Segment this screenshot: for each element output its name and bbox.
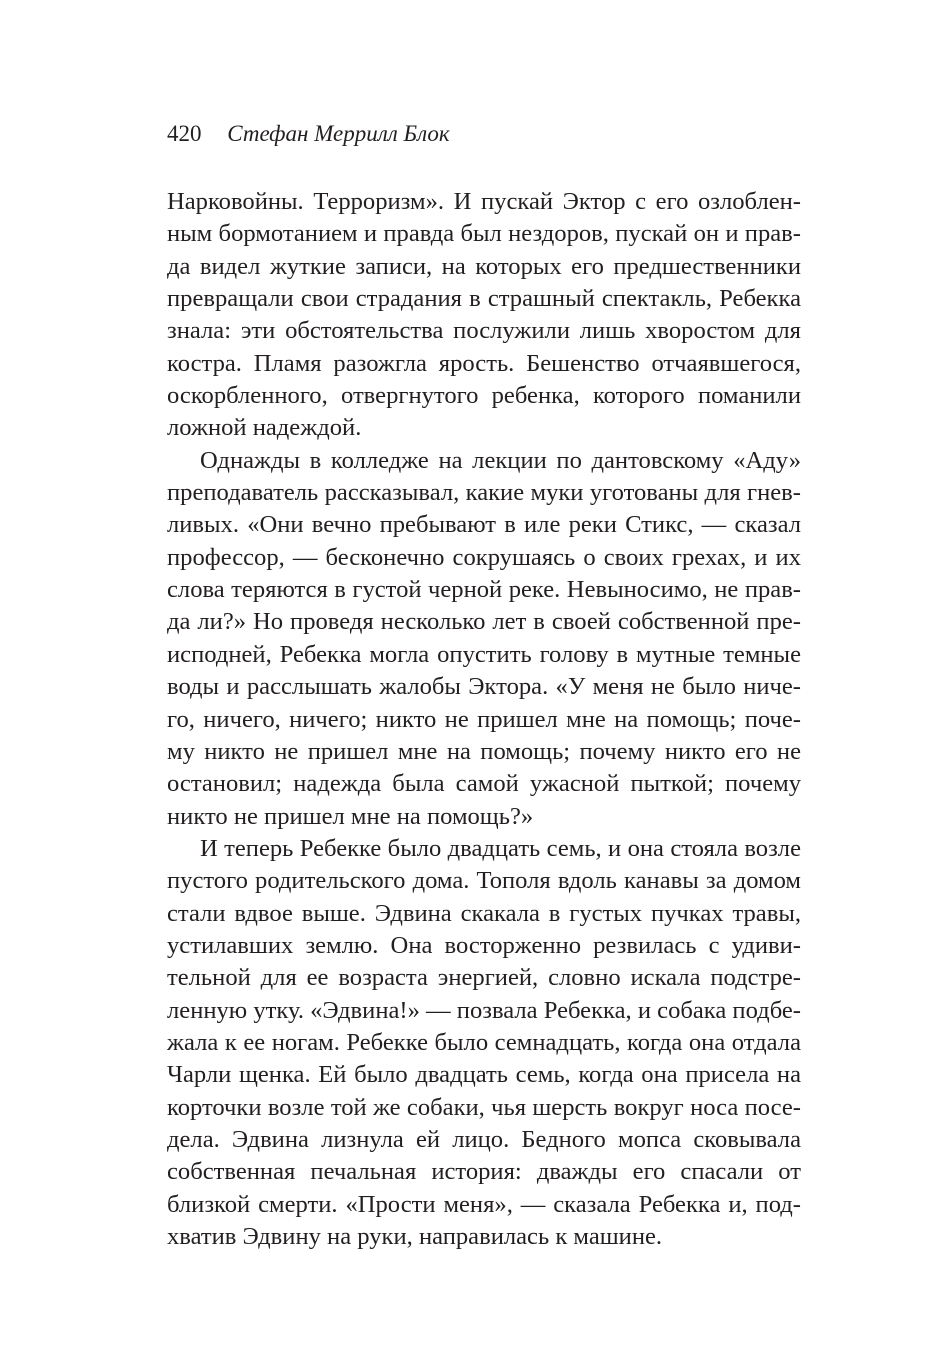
text-line: слова теряются в густой черной реке. Невыносимо, не прав-: [167, 576, 801, 604]
text-line: ленную утку. «Эдвина!» — позвала Ребекка, и собака подбе-: [167, 996, 801, 1024]
text-line: никто не пришел мне на помощь?»: [167, 802, 534, 830]
text-line: да видел жуткие записи, на которых его предшественники: [167, 252, 801, 280]
text-line: преподаватель рассказывал, какие муки уготованы для гнев-: [167, 479, 801, 507]
text-line: ливых. «Они вечно пребывают в иле реки Стикс, — сказал: [167, 511, 801, 539]
text-line: Чарли щенка. Ей было двадцать семь, когда она присела на: [167, 1061, 801, 1089]
text-line: го, ничего, ничего; никто не пришел мне на помощь; поче-: [167, 705, 801, 733]
body-text: [167, 186, 801, 1253]
text-line: знала: эти обстоятельства послужили лишь хворостом для: [167, 317, 801, 345]
text-line: остановил; надежда была самой ужасной пыткой; почему: [167, 770, 801, 798]
text-line: тельной для ее возраста энергией, словно искала подстре-: [167, 964, 801, 992]
text-line: пустого родительского дома. Тополя вдоль канавы за домом: [167, 867, 801, 895]
text-line: костра. Пламя разожгла ярость. Бешенство отчаявшегося,: [167, 349, 801, 377]
page-number: 420: [167, 121, 202, 146]
text-line: дела. Эдвина лизнула ей лицо. Бедного мопса сковывала: [167, 1125, 801, 1153]
text-line: Однажды в колледже на лекции по дантовскому «Аду»: [200, 446, 801, 474]
text-line: оскорбленного, отвергнутого ребенка, которого поманили: [167, 382, 801, 410]
text-line: устилавших землю. Она восторженно резвилась с удиви-: [167, 931, 801, 959]
text-line: воды и расслышать жалобы Эктора. «У меня не было ниче-: [167, 673, 801, 701]
text-line: ложной надеждой.: [167, 414, 362, 442]
text-line: ным бормотанием и правда был нездоров, пускай он и прав-: [167, 220, 801, 248]
running-head: [167, 120, 450, 148]
text-line: жала к ее ногам. Ребекке было семнадцать, когда она отдала: [167, 1028, 801, 1056]
text-line: превращали свои страдания в страшный спектакль, Ребекка: [167, 285, 801, 313]
text-line: исподней, Ребекка могла опустить голову в мутные темные: [167, 640, 801, 668]
text-line: И теперь Ребекке было двадцать семь, и она стояла возле: [200, 834, 801, 862]
paragraph-3: [167, 833, 801, 1253]
text-line: стали вдвое выше. Эдвина скакала в густых пучках травы,: [167, 899, 801, 927]
text-line: Нарковойны. Терроризм». И пускай Эктор с его озлоблен-: [167, 188, 801, 215]
text-line: да ли?» Но проведя несколько лет в своей собственной пре-: [167, 608, 801, 636]
running-head-author: Стефан Меррилл Блок: [227, 121, 450, 146]
text-line: корточки возле той же собаки, чья шерсть вокруг носа посе-: [167, 1093, 801, 1121]
text-line: му никто не пришел мне на помощь; почему никто его не: [167, 737, 801, 765]
paragraph-2: [167, 445, 801, 833]
paragraph-1: [167, 186, 801, 445]
text-line: профессор, — бесконечно сокрушаясь о своих грехах, и их: [167, 543, 801, 571]
text-line: собственная печальная история: дважды его спасали от: [167, 1158, 801, 1186]
text-line: близкой смерти. «Прости меня», — сказала Ребекка и, под-: [167, 1190, 801, 1218]
text-line: хватив Эдвину на руки, направилась к машине.: [167, 1223, 663, 1250]
